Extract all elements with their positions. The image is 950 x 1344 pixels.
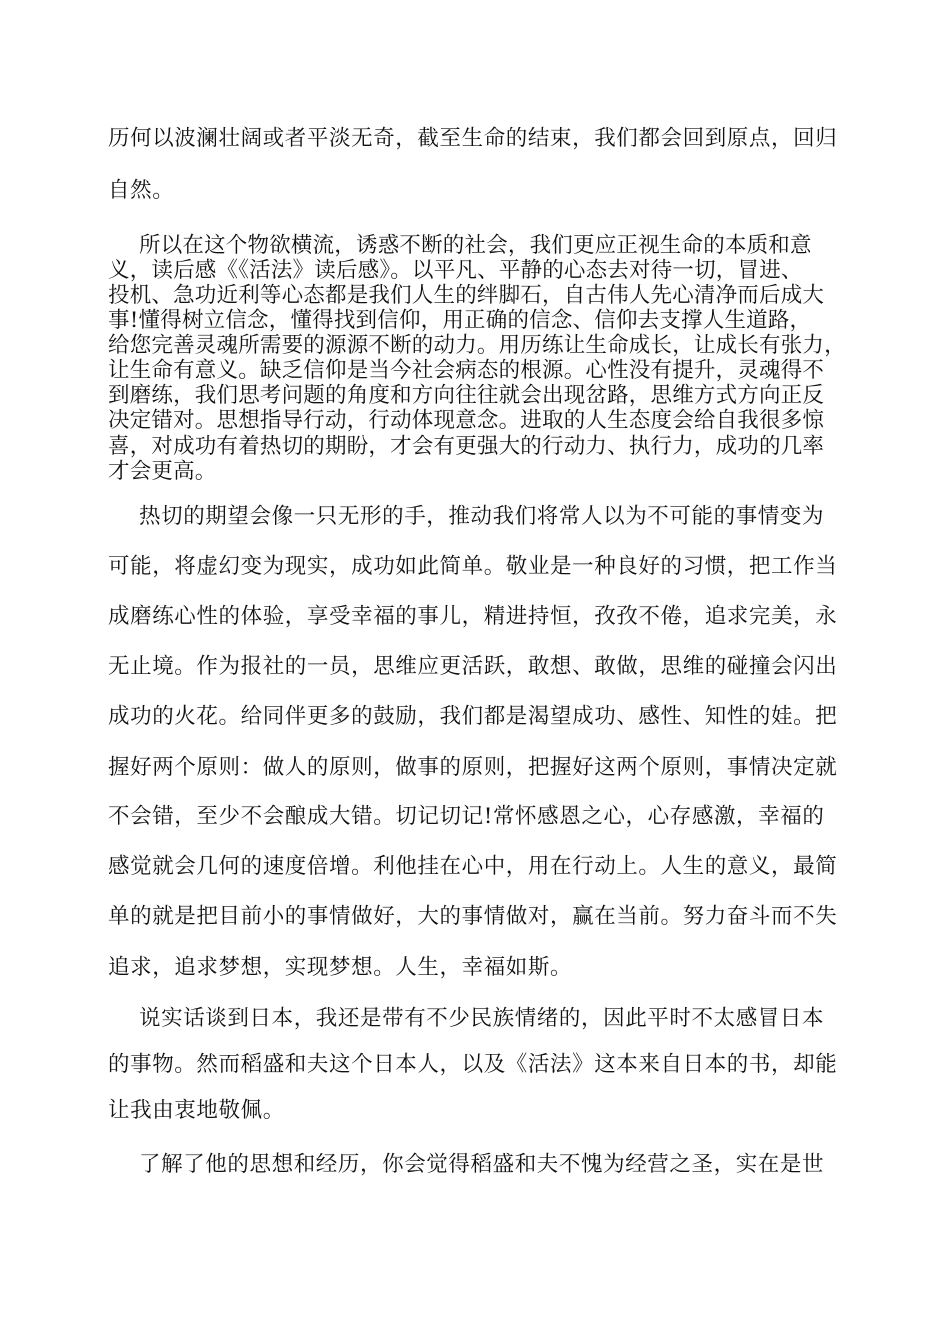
text-line: 了解了他的思想和经历，你会觉得稻盛和夫不愧为经营之圣，实在是世 bbox=[139, 1152, 825, 1177]
text-line: 投机、急功近利等心态都是我们人生的绊脚石，自古伟人先心清净而后成大 bbox=[108, 283, 825, 308]
text-line: 到磨练，我们思考问题的角度和方向往往就会出现岔路，思维方式方向正反 bbox=[108, 383, 825, 408]
text-line: 热切的期望会像一只无形的手，推动我们将常人以为不可能的事情变为 bbox=[139, 504, 825, 529]
text-line: 义，读后感《《活法》读后感》。以平凡、平静的心态去对待一切，冒进、 bbox=[108, 258, 803, 283]
text-line: 无止境。作为报社的一员，思维应更活跃，敢想、敢做，思维的碰撞会闪出 bbox=[108, 654, 838, 679]
text-line: 喜，对成功有着热切的期盼，才会有更强大的行动力、执行力，成功的几率 bbox=[108, 434, 825, 459]
text-line: 不会错，至少不会酿成大错。切记切记!常怀感恩之心，心存感激，幸福的 bbox=[108, 804, 825, 829]
text-line: 成磨练心性的体验，享受幸福的事儿，精进持恒，孜孜不倦，追求完美，永 bbox=[108, 604, 838, 629]
text-line: 给您完善灵魂所需要的源源不断的动力。用历练让生命成长，让成长有张力， bbox=[108, 333, 846, 358]
text-line: 说实话谈到日本，我还是带有不少民族情绪的，因此平时不太感冒日本 bbox=[139, 1006, 825, 1031]
text-line: 事!懂得树立信念，懂得找到信仰，用正确的信念、信仰去支撑人生道路， bbox=[108, 308, 812, 333]
text-line: 的事物。然而稻盛和夫这个日本人，以及《活法》这本来自日本的书，却能 bbox=[108, 1052, 838, 1077]
text-line: 可能，将虚幻变为现实，成功如此简单。敬业是一种良好的习惯，把工作当 bbox=[108, 554, 838, 579]
text-line: 追求，追求梦想，实现梦想。人生，幸福如斯。 bbox=[108, 955, 573, 980]
text-line: 单的就是把目前小的事情做好，大的事情做对，赢在当前。努力奋斗而不失 bbox=[108, 904, 838, 929]
text-line: 所以在这个物欲横流，诱惑不断的社会，我们更应正视生命的本质和意 bbox=[139, 233, 812, 258]
text-line: 握好两个原则：做人的原则，做事的原则，把握好这两个原则，事情决定就 bbox=[108, 755, 838, 780]
text-line: 让我由衷地敬佩。 bbox=[108, 1098, 285, 1123]
text-line: 让生命有意义。缺乏信仰是当今社会病态的根源。心性没有提升，灵魂得不 bbox=[108, 358, 825, 383]
text-line: 感觉就会几何的速度倍增。利他挂在心中，用在行动上。人生的意义，最简 bbox=[108, 854, 838, 879]
text-line: 才会更高。 bbox=[108, 459, 217, 484]
text-line: 历何以波澜壮阔或者平淡无奇，截至生命的结束，我们都会回到原点，回归 bbox=[108, 126, 838, 151]
text-line: 自然。 bbox=[108, 178, 175, 203]
text-line: 成功的火花。给同伴更多的鼓励，我们都是渴望成功、感性、知性的娃。把 bbox=[108, 704, 838, 729]
text-line: 决定错对。思想指导行动，行动体现意念。进取的人生态度会给自我很多惊 bbox=[108, 408, 825, 433]
